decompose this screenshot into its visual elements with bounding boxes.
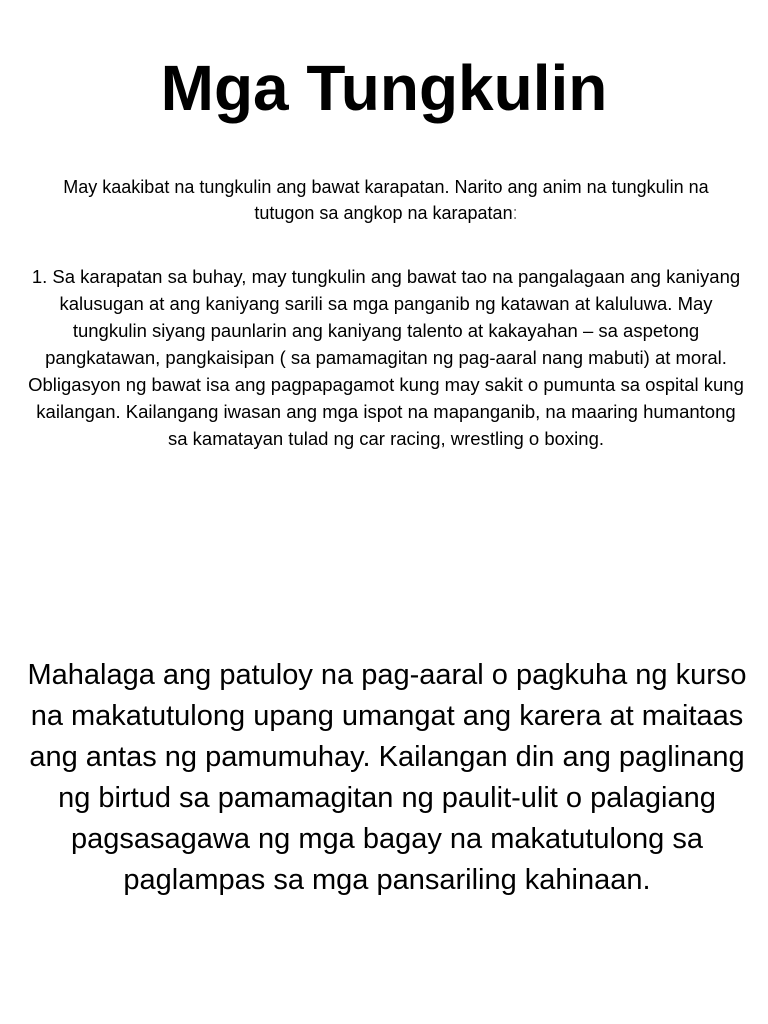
- intro-text: May kaakibat na tungkulin ang bawat karapatan. Narito ang anim na tungkulin na tutugon sa angkop na karapatan: [63, 177, 709, 223]
- intro-colon: :: [512, 203, 518, 223]
- closing-paragraph: Mahalaga ang patuloy na pag-aaral o pagkuha ng kurso na makatutulong upang umangat ang karera at maitaas ang antas ng pamumuhay. Kailangan din ang paglinang ng birtud sa pamamagitan ng paulit-ulit o palagiang pagsasagawa ng mga bagay na makatutulong sa paglampas sa mga pansariling kahinaan.: [27, 659, 747, 896]
- page-title: Mga Tungkulin: [160, 52, 608, 124]
- intro-paragraph: [60, 174, 712, 226]
- duty-point-one: 1. Sa karapatan sa buhay, may tungkulin ang bawat tao na pangalagaan ang kaniyang kalusugan at ang kaniyang sarili sa mga panganib ng katawan at kaluluwa. May tungkulin siyang paunlarin ang kaniyang talento at kakayahan – sa aspetong pangkatawan, pangkaisipan ( sa pamamagitan ng pag-aaral nang mabuti) at moral. Obligasyon ng bawat isa ang pagpapagamot kung may sakit o pumunta sa ospital kung kailangan. Kailangang iwasan ang mga ispot na mapanganib, na maaring humantong sa kamatayan tulad ng car racing, wrestling o boxing.: [28, 266, 744, 449]
